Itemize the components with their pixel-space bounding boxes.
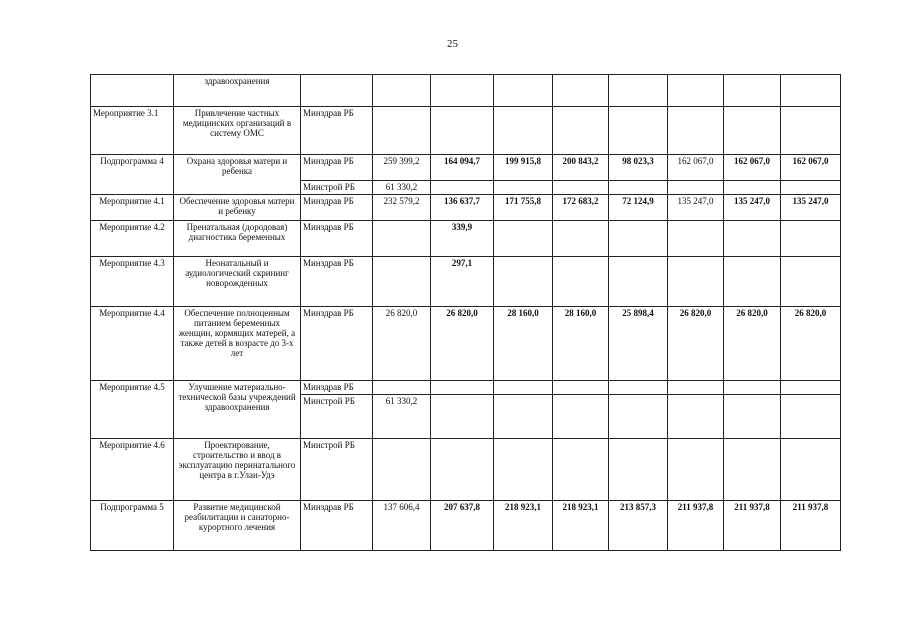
table-cell: 162 067,0: [781, 155, 841, 181]
table-cell: [553, 381, 609, 395]
table-cell: [373, 257, 431, 307]
table-cell: [781, 181, 841, 195]
table-cell: 61 330,2: [373, 395, 431, 439]
table-cell: Минстрой РБ: [301, 395, 373, 439]
table-cell: 61 330,2: [373, 181, 431, 195]
table-cell: 171 755,8: [494, 195, 553, 221]
table-cell: [431, 107, 494, 155]
table-cell: [609, 257, 668, 307]
table-cell: 218 923,1: [494, 501, 553, 551]
table-cell: Минздрав РБ: [301, 381, 373, 395]
table-row: [91, 75, 841, 107]
table-cell: [431, 395, 494, 439]
table-cell: Привлечение частных медицинских организаций в систему ОМС: [174, 107, 301, 155]
table-cell: 72 124,9: [609, 195, 668, 221]
table-cell: [431, 381, 494, 395]
page-number: 25: [447, 38, 458, 50]
table-cell: Минздрав РБ: [301, 501, 373, 551]
table-row: [91, 195, 841, 221]
table-cell: 26 820,0: [668, 307, 724, 381]
table-cell: 26 820,0: [781, 307, 841, 381]
table-cell: [553, 439, 609, 501]
table-row: [91, 439, 841, 501]
table-cell: [609, 75, 668, 107]
table-row: [91, 381, 841, 395]
table-cell: 25 898,4: [609, 307, 668, 381]
table-cell: [724, 221, 781, 257]
table-cell: 135 247,0: [724, 195, 781, 221]
table-cell: 207 637,8: [431, 501, 494, 551]
table-cell: 259 399,2: [373, 155, 431, 181]
table-cell: [781, 381, 841, 395]
table-cell: Охрана здоровья матери и ребенка: [174, 155, 301, 195]
table-cell: [494, 257, 553, 307]
table-cell: Минздрав РБ: [301, 257, 373, 307]
table-cell: [781, 221, 841, 257]
table-cell: Проектирование, строительство и ввод в эксплуатацию перинатального центра в г.Улан-Удэ: [174, 439, 301, 501]
table-cell: [431, 181, 494, 195]
table-cell: Мероприятие 4.1: [91, 195, 174, 221]
table-cell: [724, 381, 781, 395]
table-cell: [373, 107, 431, 155]
table-cell: Минздрав РБ: [301, 195, 373, 221]
table-cell: 162 067,0: [724, 155, 781, 181]
table-cell: Пренатальная (дородовая) диагностика беременных: [174, 221, 301, 257]
table-cell: [781, 107, 841, 155]
table-cell: [609, 181, 668, 195]
table-cell: [91, 75, 174, 107]
table-cell: [553, 181, 609, 195]
table-cell: 211 937,8: [668, 501, 724, 551]
table-cell: [724, 75, 781, 107]
budget-table: [90, 74, 841, 551]
table-cell: [553, 75, 609, 107]
table-cell: [668, 257, 724, 307]
table-cell: 172 683,2: [553, 195, 609, 221]
table-cell: Мероприятие 3.1: [91, 107, 174, 155]
table-cell: 137 606,4: [373, 501, 431, 551]
table-cell: [553, 257, 609, 307]
table-cell: здравоохранения: [174, 75, 301, 107]
table-cell: [724, 257, 781, 307]
table-cell: [609, 381, 668, 395]
table-cell: Минздрав РБ: [301, 107, 373, 155]
table-body: [91, 75, 841, 551]
table-cell: [781, 439, 841, 501]
table-cell: 162 067,0: [668, 155, 724, 181]
table-cell: [781, 75, 841, 107]
table-cell: Подпрограмма 4: [91, 155, 174, 195]
table-cell: [494, 75, 553, 107]
table-cell: Обеспечение полноценным питанием беременных женщин, кормящих матерей, а также детей в возрасте до 3-х лет: [174, 307, 301, 381]
table-cell: [494, 181, 553, 195]
table-row: [91, 257, 841, 307]
table-cell: 26 820,0: [373, 307, 431, 381]
table-cell: 211 937,8: [781, 501, 841, 551]
table-cell: Минздрав РБ: [301, 155, 373, 181]
table-cell: Мероприятие 4.4: [91, 307, 174, 381]
table-cell: [373, 381, 431, 395]
table-cell: [668, 107, 724, 155]
table-cell: [431, 75, 494, 107]
table-cell: Минздрав РБ: [301, 307, 373, 381]
table-cell: [668, 381, 724, 395]
table-cell: [373, 439, 431, 501]
table-cell: [724, 107, 781, 155]
table-row: [91, 221, 841, 257]
table-cell: [609, 395, 668, 439]
table-cell: [724, 439, 781, 501]
table-cell: [494, 439, 553, 501]
table-cell: 164 094,7: [431, 155, 494, 181]
table-cell: Обеспечение здоровья матери и ребенку: [174, 195, 301, 221]
table-cell: Минстрой РБ: [301, 439, 373, 501]
table-cell: Подпрограмма 5: [91, 501, 174, 551]
table-cell: [609, 439, 668, 501]
table-cell: 135 247,0: [781, 195, 841, 221]
table-cell: [724, 181, 781, 195]
table-cell: [668, 439, 724, 501]
table-cell: Минстрой РБ: [301, 181, 373, 195]
table-cell: [301, 75, 373, 107]
table-cell: Минздрав РБ: [301, 221, 373, 257]
table-cell: [494, 395, 553, 439]
table-cell: Мероприятие 4.6: [91, 439, 174, 501]
table-cell: [553, 395, 609, 439]
table-cell: Мероприятие 4.3: [91, 257, 174, 307]
table-cell: [373, 75, 431, 107]
table-cell: 136 637,7: [431, 195, 494, 221]
table-cell: [494, 221, 553, 257]
table-row: [91, 107, 841, 155]
table-cell: [494, 107, 553, 155]
table-cell: Мероприятие 4.2: [91, 221, 174, 257]
table-cell: 200 843,2: [553, 155, 609, 181]
table-cell: [781, 395, 841, 439]
table-cell: [668, 395, 724, 439]
table-cell: 135 247,0: [668, 195, 724, 221]
table-cell: 199 915,8: [494, 155, 553, 181]
table-cell: [609, 107, 668, 155]
table-cell: [431, 439, 494, 501]
table-cell: 98 023,3: [609, 155, 668, 181]
table-cell: 26 820,0: [431, 307, 494, 381]
table-cell: 28 160,0: [494, 307, 553, 381]
table-cell: [609, 221, 668, 257]
table-row: [91, 501, 841, 551]
table-cell: 213 857,3: [609, 501, 668, 551]
table-cell: [668, 181, 724, 195]
table-cell: 218 923,1: [553, 501, 609, 551]
table-cell: 28 160,0: [553, 307, 609, 381]
table-cell: [494, 381, 553, 395]
table-cell: [781, 257, 841, 307]
table-cell: Развитие медицинской реабилитации и санаторно-курортного лечения: [174, 501, 301, 551]
table-cell: [373, 221, 431, 257]
table-cell: [724, 395, 781, 439]
table-cell: Улучшение материально-технической базы учреждений здравоохранения: [174, 381, 301, 439]
table-cell: [668, 75, 724, 107]
table-cell: [668, 221, 724, 257]
table-row: [91, 155, 841, 181]
table-cell: 232 579,2: [373, 195, 431, 221]
table-cell: [553, 107, 609, 155]
table-cell: [553, 221, 609, 257]
table-cell: 297,1: [431, 257, 494, 307]
table-cell: 26 820,0: [724, 307, 781, 381]
table-cell: Неонатальный и аудиологический скрининг новорожденных: [174, 257, 301, 307]
table-cell: 339,9: [431, 221, 494, 257]
table-cell: Мероприятие 4.5: [91, 381, 174, 439]
table-row: [91, 307, 841, 381]
table-cell: 211 937,8: [724, 501, 781, 551]
